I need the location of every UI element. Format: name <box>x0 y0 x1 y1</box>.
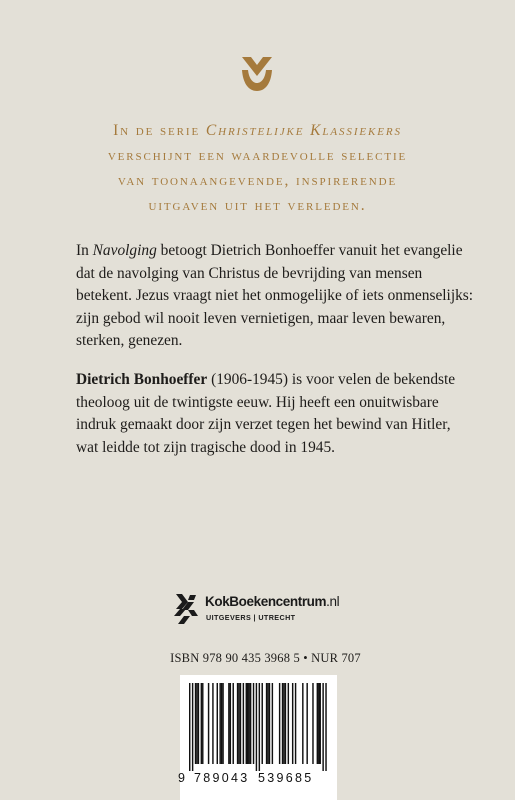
barcode-bar <box>228 683 229 764</box>
barcode-bar <box>269 683 270 764</box>
publisher-domain: .nl <box>326 594 340 609</box>
isbn-nur-line: ISBN 978 90 435 3968 5 • NUR 707 <box>170 651 361 665</box>
barcode-bar <box>248 683 249 764</box>
publisher-subtitle: UITGEVERS | UTRECHT <box>206 613 296 622</box>
barcode-guard-bar <box>259 683 260 771</box>
paragraph-1-text-a: In <box>76 242 93 259</box>
barcode-bar <box>212 683 213 764</box>
series-line-3: van toonaangevende, inspirerende <box>117 172 398 189</box>
barcode-bar <box>208 683 209 764</box>
publisher-name-text: KokBoekencentrum <box>205 594 327 609</box>
barcode-bar <box>240 683 241 764</box>
barcode-guard-bar <box>192 683 193 771</box>
barcode-area <box>180 675 337 800</box>
paragraph-1-line-2: dat de navolging van Christus de bevrijding van mensen <box>76 264 423 282</box>
barcode-bar <box>202 683 203 764</box>
paragraph-2-line-1 <box>76 369 456 392</box>
barcode-bar <box>295 683 296 764</box>
barcode-bar <box>317 683 318 764</box>
series-line-4: uitgaven uit het verleden. <box>148 197 367 214</box>
barcode-bar <box>238 683 239 764</box>
barcode-bar <box>306 683 307 764</box>
barcode-bar <box>283 683 284 764</box>
barcode-bar <box>288 683 289 764</box>
publisher-logo-icon <box>174 592 200 626</box>
barcode-bar <box>292 683 293 764</box>
barcode-bar <box>282 683 283 764</box>
barcode-bar <box>250 683 251 764</box>
barcode-bar <box>312 683 313 764</box>
series-line-2: verschijnt een waardevolle selectie <box>107 147 408 164</box>
barcode-bar <box>233 683 234 764</box>
barcode-bar <box>195 683 196 764</box>
barcode-bar <box>237 683 238 764</box>
publisher-name <box>205 594 339 609</box>
paragraph-2-line-2: theoloog uit de twintigste eeuw. Hij heeft een onuitwisbare <box>76 393 439 411</box>
barcode-guard-bar <box>322 683 323 771</box>
barcode-left-group: 789043 <box>194 771 250 785</box>
series-description <box>60 118 455 218</box>
barcode-bar <box>222 683 223 764</box>
book-title: Navolging <box>92 242 157 259</box>
barcode-bar <box>221 683 222 764</box>
barcode-bar <box>198 683 199 764</box>
barcode-bar <box>272 683 273 764</box>
paragraph-1-line-3: betekent. Jezus vraagt niet het onmogelijke of iets onmenselijks: <box>76 287 474 304</box>
barcode-guard-bar <box>189 683 190 771</box>
barcode-bar <box>253 683 254 764</box>
series-line-1 <box>60 118 455 143</box>
publisher-emblem-icon <box>240 55 274 93</box>
barcode-guard-bar <box>325 683 326 771</box>
barcode-bar <box>279 683 280 764</box>
barcode-right-group: 539685 <box>258 771 314 785</box>
barcode-bar <box>266 683 267 764</box>
barcode-bar <box>262 683 263 764</box>
barcode-first-digit: 9 <box>178 771 188 785</box>
barcode-bar <box>320 683 321 764</box>
author-name: Dietrich Bonhoeffer <box>76 371 208 388</box>
barcode-bar <box>201 683 202 764</box>
paragraph-1-line-4: zijn gebod wil nooit leven vernietigen, maar leven bewaren, <box>76 309 446 327</box>
barcode-bar <box>267 683 268 764</box>
paragraph-2-text-b: (1906-1945) is voor velen de bekendste <box>207 371 456 388</box>
paragraph-2-line-3: indruk gemaakt door zijn verzet tegen het bewind van Hitler, <box>76 416 451 433</box>
series-title: Christelijke Klassiekers <box>205 122 402 139</box>
series-line-1-text: In de serie <box>113 122 206 139</box>
barcode-bar <box>302 683 303 764</box>
barcode-bar <box>285 683 286 764</box>
barcode-bar <box>318 683 319 764</box>
barcode-bars <box>187 683 330 773</box>
paragraph-1-line-5: sterken, genezen. <box>76 332 183 349</box>
barcode-bar <box>243 683 244 764</box>
author-bio-paragraph <box>76 369 456 459</box>
barcode-guard-bar <box>256 683 257 771</box>
barcode-bar <box>196 683 197 764</box>
book-description-paragraph <box>76 240 474 353</box>
barcode-bar <box>217 683 218 764</box>
barcode-bar <box>246 683 247 764</box>
paragraph-1-text-c: betoogt Dietrich Bonhoeffer vanuit het evangelie <box>156 242 463 259</box>
barcode-bar <box>247 683 248 764</box>
barcode-bar <box>230 683 231 764</box>
paragraph-1-line-1 <box>76 240 463 263</box>
paragraph-2-line-4: wat leidde tot zijn tragische dood in 1945. <box>76 438 336 456</box>
barcode-bar <box>219 683 220 764</box>
